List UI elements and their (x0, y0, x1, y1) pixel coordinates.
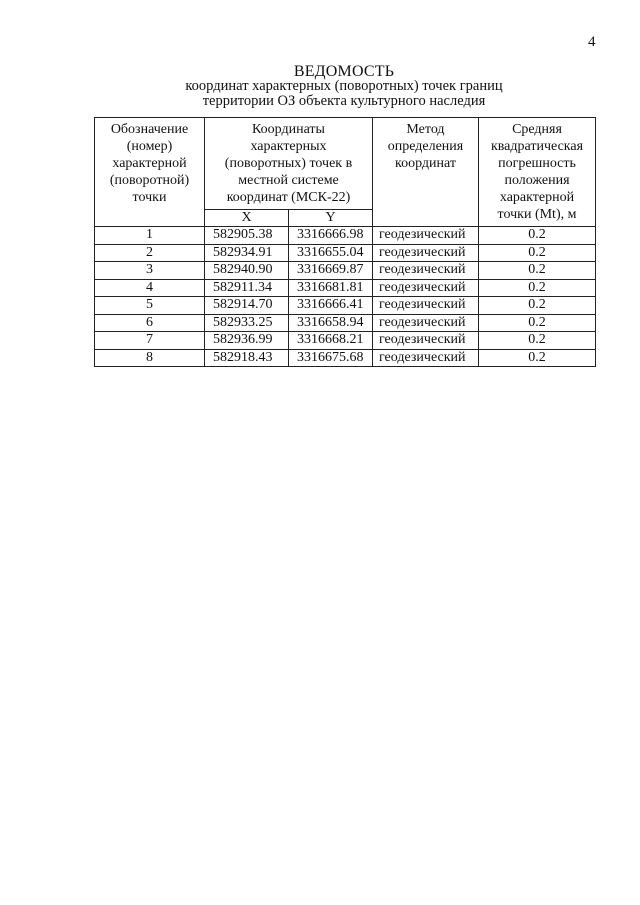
point-number: 6 (95, 314, 205, 332)
header-error: Средняя квадратическая погрешность положения характерной точки (Mt), м (479, 118, 596, 227)
method: геодезический (373, 227, 479, 245)
method: геодезический (373, 297, 479, 315)
table-row (95, 227, 596, 245)
coord-x: 582905.38 (205, 227, 289, 245)
error-value: 0.2 (479, 244, 596, 262)
point-number: 2 (95, 244, 205, 262)
table-row (95, 279, 596, 297)
point-number: 5 (95, 297, 205, 315)
title-line-1: координат характерных (поворотных) точек границ (185, 78, 503, 94)
coord-y: 3316666.98 (289, 227, 373, 245)
document-title (94, 64, 594, 109)
error-value: 0.2 (479, 279, 596, 297)
table-row (95, 314, 596, 332)
method: геодезический (373, 244, 479, 262)
method: геодезический (373, 332, 479, 350)
table-row (95, 332, 596, 350)
coord-x: 582936.99 (205, 332, 289, 350)
point-number: 4 (95, 279, 205, 297)
coord-y: 3316658.94 (289, 314, 373, 332)
header-y: Y (289, 210, 373, 227)
point-number: 7 (95, 332, 205, 350)
point-number: 8 (95, 349, 205, 367)
title-main: ВЕДОМОСТЬ (293, 63, 395, 80)
coord-y: 3316675.68 (289, 349, 373, 367)
coord-y: 3316669.87 (289, 262, 373, 280)
table-row (95, 262, 596, 280)
method: геодезический (373, 314, 479, 332)
coord-y: 3316666.41 (289, 297, 373, 315)
table-row (95, 244, 596, 262)
coord-x: 582940.90 (205, 262, 289, 280)
coord-y: 3316668.21 (289, 332, 373, 350)
error-value: 0.2 (479, 227, 596, 245)
coordinates-table (94, 117, 596, 367)
table-row (95, 349, 596, 367)
table-body (95, 227, 596, 367)
table-row (95, 297, 596, 315)
method: геодезический (373, 279, 479, 297)
coord-y: 3316681.81 (289, 279, 373, 297)
coord-y: 3316655.04 (289, 244, 373, 262)
header-x: X (205, 210, 289, 227)
error-value: 0.2 (479, 332, 596, 350)
coord-x: 582914.70 (205, 297, 289, 315)
title-line-2: территории ОЗ объекта культурного наследия (202, 93, 486, 109)
coord-x: 582933.25 (205, 314, 289, 332)
header-method: Метод определения координат (373, 118, 479, 227)
error-value: 0.2 (479, 262, 596, 280)
method: геодезический (373, 262, 479, 280)
header-coordinates: Координаты характерных (поворотных) точек в местной системе координат (МСК-22) (205, 118, 373, 210)
method: геодезический (373, 349, 479, 367)
point-number: 1 (95, 227, 205, 245)
coord-x: 582918.43 (205, 349, 289, 367)
point-number: 3 (95, 262, 205, 280)
header-point: Обозначение (номер) характерной (поворотной) точки (95, 118, 205, 227)
error-value: 0.2 (479, 349, 596, 367)
coord-x: 582911.34 (205, 279, 289, 297)
error-value: 0.2 (479, 314, 596, 332)
error-value: 0.2 (479, 297, 596, 315)
coord-x: 582934.91 (205, 244, 289, 262)
page-number: 4 (588, 34, 596, 50)
